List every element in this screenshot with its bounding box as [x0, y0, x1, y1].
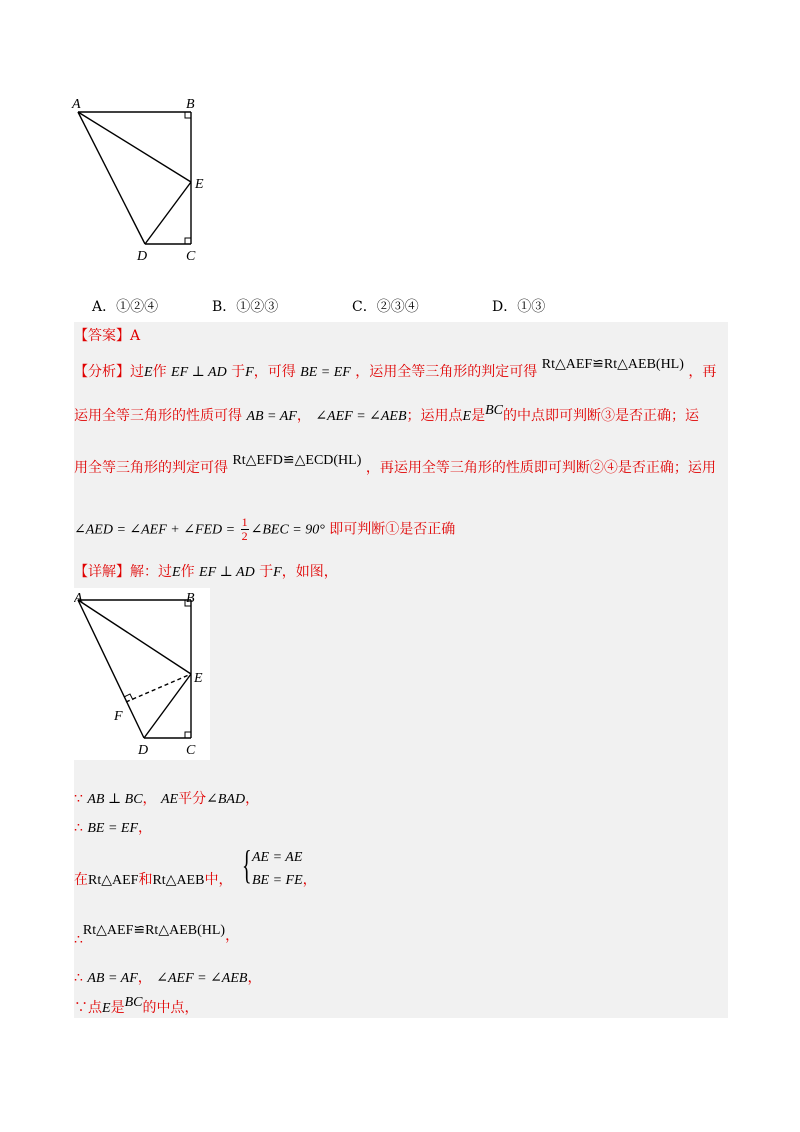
therefore-symbol: ∴	[74, 932, 83, 948]
analysis-line-4: ∠AED = ∠AEF + ∠FED = $\frac{1}{2}$ ∠BEC = 90° 即可判断①是否正确	[74, 515, 456, 543]
because-symbol: ∵	[74, 791, 83, 807]
point-label-a: A	[72, 97, 81, 112]
point-label-a: A	[74, 591, 83, 606]
therefore-symbol: ∴	[74, 820, 83, 836]
proof-line-4: ∴Rt△AEF≌Rt△AEB(HL)，	[74, 923, 240, 948]
analysis-line-3: 用全等三角形的判定可得 Rt△EFD≌△ECD(HL) ，再运用全等三角形的性质即可判断②④是否正确；运用	[74, 453, 716, 476]
analysis-line-2: 运用全等三角形的性质可得 AB = AF， ∠AEF = ∠AEB；运用点E是BC的中点即可判断③是否正确；运	[74, 403, 699, 424]
analysis-line-1: 【分析】过E作 EF ⊥ AD 于F，可得 BE = EF ，运用全等三角形的判定可得 Rt△AEF≌Rt△AEB(HL) ，再	[74, 357, 717, 380]
choice-a[interactable]: A．①②④	[92, 299, 159, 315]
choice-d[interactable]: D．①③	[492, 299, 546, 315]
point-label-d: D	[137, 249, 148, 264]
answer-choices	[92, 296, 692, 318]
system-eq-1: AE = AE	[252, 850, 303, 865]
detail-line: 【详解】解：过E作 EF ⊥ AD 于F，如图，	[74, 564, 338, 580]
system-brace: {	[242, 842, 252, 887]
system-eq-2: BE = FE，	[252, 872, 317, 888]
point-label-c: C	[186, 743, 196, 758]
answer-tag: 【答案】	[74, 328, 130, 344]
math-ef-perp-ad: EF ⊥ AD	[171, 365, 227, 380]
proof-line-5: ∴ AB = AF， ∠AEF = ∠AEB，	[74, 970, 262, 986]
analysis-tag: 【分析】	[74, 364, 130, 380]
point-label-b: B	[186, 97, 195, 112]
proof-line-1: ∵ AB ⊥ BC， AE平分∠BAD，	[74, 791, 260, 807]
choice-c[interactable]: C．②③④	[352, 299, 419, 315]
point-label-c: C	[186, 249, 196, 264]
fraction-one-half: $\frac{1}{2}$	[241, 515, 248, 543]
proof-line-2: ∴ BE = EF，	[74, 820, 153, 836]
geometry-figure-1	[70, 90, 220, 265]
answer-value: A	[130, 328, 141, 344]
therefore-symbol: ∴	[74, 970, 83, 986]
choice-b[interactable]: B．①②③	[212, 299, 279, 315]
point-label-e: E	[195, 177, 204, 192]
proof-line-3: 在Rt△AEF和Rt△AEB中，	[74, 872, 233, 888]
point-label-e: E	[194, 671, 203, 686]
point-label-b: B	[186, 591, 195, 606]
because-symbol: ∵	[74, 1000, 88, 1016]
detail-tag: 【详解】	[74, 564, 130, 580]
point-label-f: F	[114, 709, 123, 724]
proof-line-6: ∵点E是BC的中点，	[74, 995, 199, 1016]
point-label-d: D	[138, 743, 149, 758]
answer-line	[74, 326, 140, 346]
geometry-figure-2	[74, 588, 210, 760]
